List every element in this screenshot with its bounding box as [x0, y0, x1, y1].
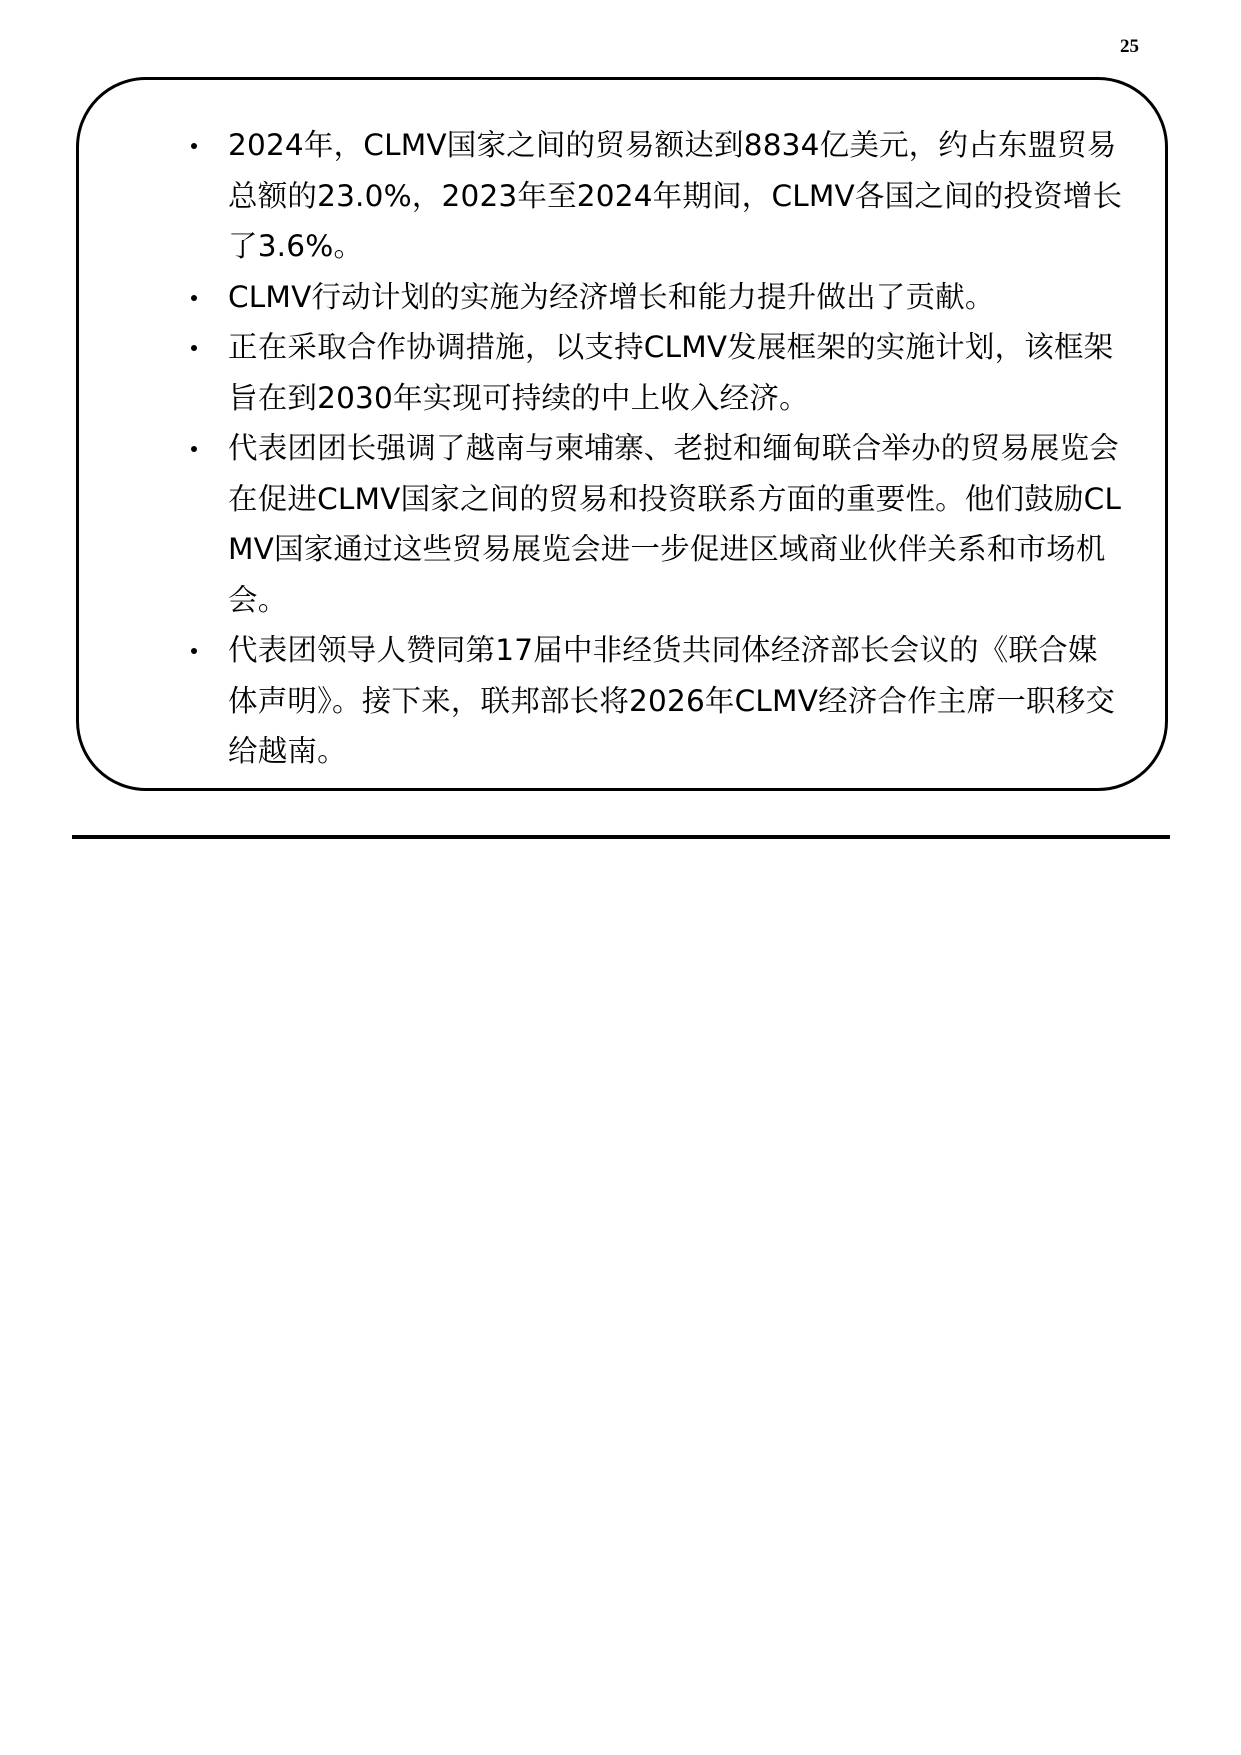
bullet-icon: [191, 345, 197, 351]
page-number: 25: [1120, 36, 1139, 57]
section-divider: [72, 835, 1170, 839]
callout-box: [76, 77, 1168, 791]
bullet-text: 2024年，CLMV国家之间的贸易额达到8834亿美元，约占东盟贸易总额的23.0%，2023年至2024年期间，CLMV各国之间的投资增长了3.6%。: [228, 128, 1123, 263]
bullet-icon: [191, 143, 197, 149]
bullet-list: [145, 120, 1123, 777]
bullet-icon: [191, 648, 197, 654]
bullet-text: CLMV行动计划的实施为经济增长和能力提升做出了贡献。: [228, 279, 995, 314]
bullet-icon: [191, 295, 197, 301]
list-item: [145, 322, 1123, 423]
list-item: [145, 120, 1123, 272]
list-item: [145, 625, 1123, 777]
list-item: [145, 423, 1123, 625]
bullet-icon: [191, 446, 197, 452]
bullet-text: 代表团团长强调了越南与柬埔寨、老挝和缅甸联合举办的贸易展览会在促进CLMV国家之间的贸易和投资联系方面的重要性。他们鼓励CLMV国家通过这些贸易展览会进一步促进区域商业伙伴关系和市场机会。: [228, 431, 1122, 617]
bullet-text: 正在采取合作协调措施，以支持CLMV发展框架的实施计划，该框架旨在到2030年实现可持续的中上收入经济。: [228, 330, 1114, 415]
list-item: [145, 272, 1123, 323]
bullet-text: 代表团领导人赞同第17届中非经货共同体经济部长会议的《联合媒体声明》。接下来，联邦部长将2026年CLMV经济合作主席一职移交给越南。: [228, 633, 1116, 768]
